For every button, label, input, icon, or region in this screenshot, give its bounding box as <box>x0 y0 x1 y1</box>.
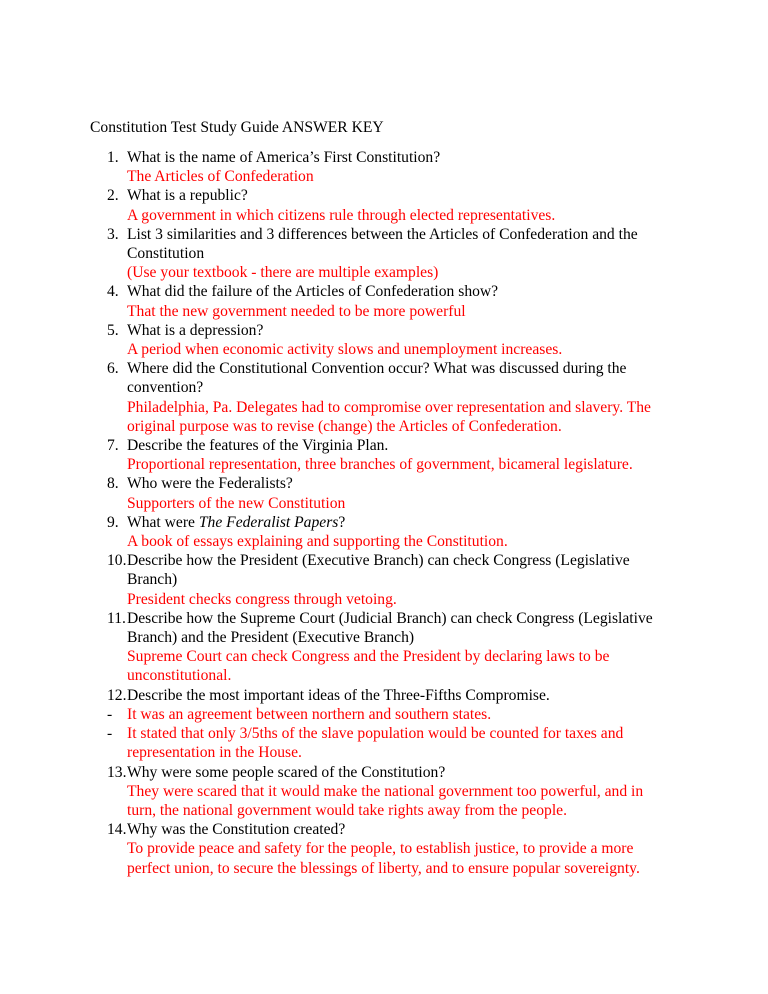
italic-title: The Federalist Papers <box>198 513 339 531</box>
question-text: Describe the features of the Virginia Plan. <box>127 437 389 455</box>
list-item <box>90 225 710 283</box>
answer-text: A book of essays explaining and supporting the Constitution. <box>127 533 508 551</box>
question-text: Why were some people scared of the Constitution? <box>127 763 446 781</box>
list-item <box>90 820 710 878</box>
item-number: 2. <box>107 187 119 205</box>
question-text: Where did the Constitutional Convention occur? What was discussed during the <box>127 360 627 378</box>
question-text: What is a republic? <box>127 187 248 205</box>
list-item <box>90 551 710 609</box>
question-text: What is the name of America’s First Constitution? <box>127 149 441 166</box>
question-text: Why was the Constitution created? <box>127 821 346 839</box>
answer-text: The Articles of Confederation <box>127 168 314 186</box>
answer-text: To provide peace and safety for the people, to establish justice, to provide a more <box>127 840 634 858</box>
question-text: Describe how the President (Executive Branch) can check Congress (Legislative <box>127 552 630 570</box>
question-text: What were The Federalist Papers? <box>127 513 346 531</box>
question-list <box>90 148 710 878</box>
bullet-dash: - <box>107 725 113 743</box>
answer-text: perfect union, to secure the blessings of liberty, and to ensure popular sovereignty. <box>127 859 640 877</box>
list-item <box>90 686 710 705</box>
bullet-dash: - <box>107 705 113 723</box>
list-item <box>90 609 710 686</box>
answer-text: turn, the national government would take rights away from the people. <box>127 801 567 819</box>
question-text: Constitution <box>127 245 205 263</box>
list-item <box>90 724 710 762</box>
answer-text: A government in which citizens rule through elected representatives. <box>127 206 556 224</box>
list-item <box>90 474 710 512</box>
list-item <box>90 186 710 224</box>
answer-text: original purpose was to revise (change) the Articles of Confederation. <box>127 417 562 435</box>
list-item <box>90 321 710 359</box>
question-text: What is a depression? <box>127 321 264 339</box>
answer-text: A period when economic activity slows and unemployment increases. <box>127 341 563 359</box>
item-number: 10. <box>107 552 127 570</box>
item-number: 13. <box>107 763 127 781</box>
item-number: 3. <box>107 225 119 243</box>
item-number: 4. <box>107 283 119 301</box>
item-number: 12. <box>107 686 127 704</box>
question-text: Branch) and the President (Executive Branch) <box>127 629 415 647</box>
item-number: 1. <box>107 149 119 166</box>
question-text: List 3 similarities and 3 differences between the Articles of Confederation and the <box>127 225 638 243</box>
document-title: Constitution Test Study Guide ANSWER KEY <box>90 119 384 136</box>
answer-text: That the new government needed to be more powerful <box>127 302 466 320</box>
item-number: 7. <box>107 437 119 455</box>
answer-text: Supporters of the new Constitution <box>127 494 346 512</box>
list-item <box>90 359 710 436</box>
answer-text: It was an agreement between northern and southern states. <box>127 705 492 723</box>
list-item <box>90 513 710 551</box>
answer-text: It stated that only 3/5ths of the slave population would be counted for taxes and <box>127 725 624 743</box>
item-number: 9. <box>107 513 119 531</box>
answer-text: (Use your textbook - there are multiple examples) <box>127 264 439 282</box>
list-item <box>90 148 710 186</box>
list-item <box>90 705 710 724</box>
item-number: 14. <box>107 821 127 839</box>
answer-text: President checks congress through vetoing. <box>127 590 397 608</box>
answer-text: Proportional representation, three branches of government, bicameral legislature. <box>127 456 633 474</box>
question-text: Who were the Federalists? <box>127 475 293 493</box>
answer-text: Supreme Court can check Congress and the President by declaring laws to be <box>127 648 610 666</box>
item-number: 11. <box>107 609 126 627</box>
question-text: Describe the most important ideas of the Three-Fifths Compromise. <box>127 686 550 704</box>
answer-text: representation in the House. <box>127 744 302 762</box>
answer-text: Philadelphia, Pa. Delegates had to compromise over representation and slavery. The <box>127 398 651 416</box>
question-text: Describe how the Supreme Court (Judicial Branch) can check Congress (Legislative <box>127 609 653 627</box>
item-number: 5. <box>107 321 119 339</box>
list-item <box>90 763 710 821</box>
item-number: 8. <box>107 475 119 493</box>
answer-text: They were scared that it would make the national government too powerful, and in <box>127 782 644 800</box>
question-text: Branch) <box>127 571 178 589</box>
list-item <box>90 282 710 320</box>
question-text: convention? <box>127 379 204 397</box>
item-number: 6. <box>107 360 119 378</box>
list-item <box>90 436 710 474</box>
question-text: What did the failure of the Articles of Confederation show? <box>127 283 499 301</box>
answer-text: unconstitutional. <box>127 667 232 685</box>
